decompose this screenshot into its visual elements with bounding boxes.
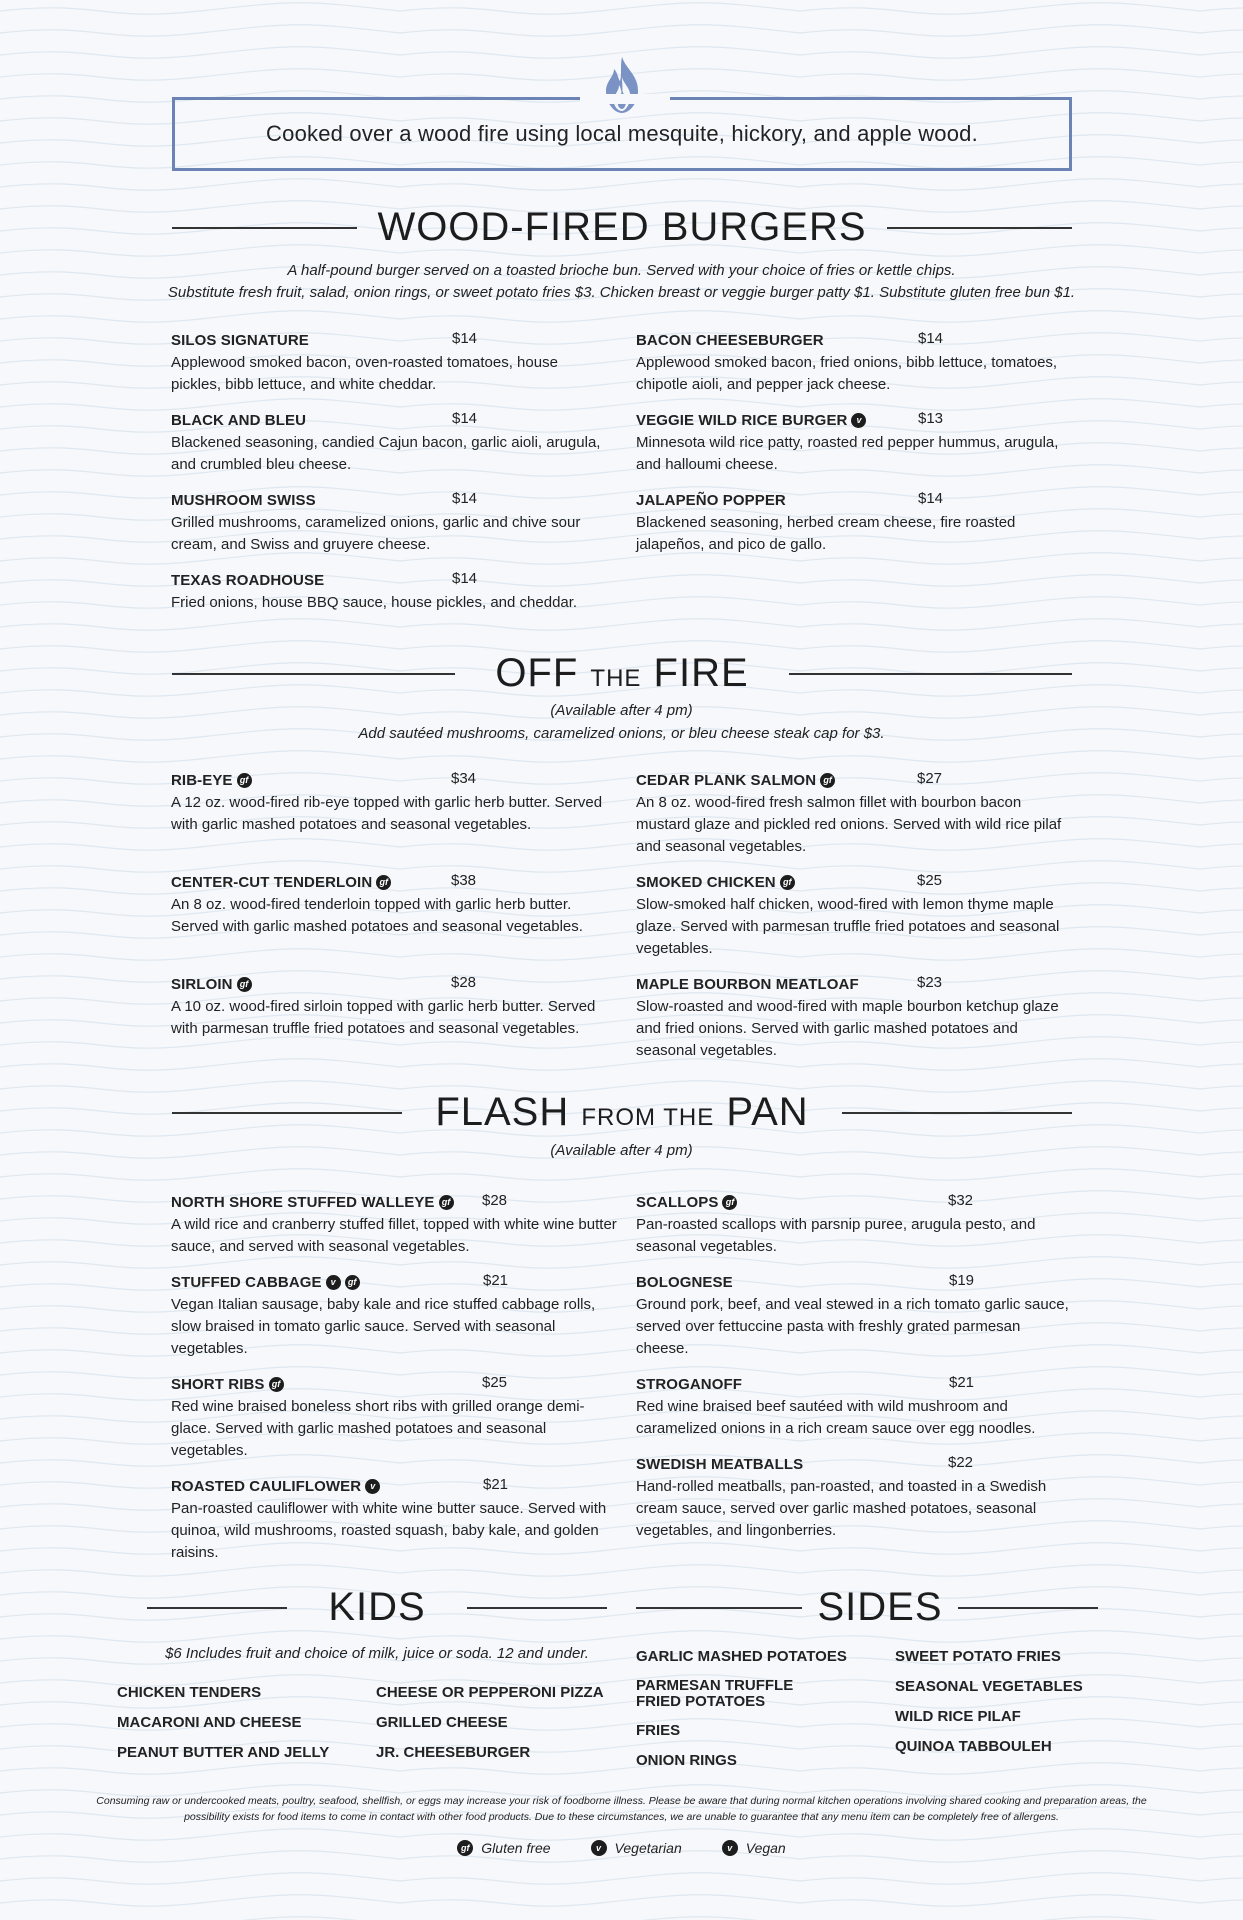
menu-item — [171, 1272, 621, 1360]
item-price: $14 — [918, 330, 944, 347]
gluten-free-icon: gf — [237, 773, 252, 788]
gluten-free-icon: gf — [780, 875, 795, 890]
item-description: Vegan Italian sausage, baby kale and rice stuffed cabbage rolls, slow braised in tomato garlic sauce. Served with seasonal vegetables. — [171, 1296, 596, 1357]
item-name: VEGGIE WILD RICE BURGER — [636, 411, 848, 429]
menu-item — [636, 1192, 1076, 1258]
header-rule-right — [887, 227, 1072, 229]
fire-title-b: THE — [590, 665, 642, 692]
sides-list-1 — [636, 1648, 866, 1770]
gluten-free-icon: gf — [345, 1275, 360, 1290]
item-description: Red wine braised boneless short ribs with grilled orange demi-glace. Served with garlic mashed potatoes and seasonal vegetables. — [171, 1398, 585, 1459]
item-name: JALAPEÑO POPPER — [636, 491, 786, 509]
item-description: Hand-rolled meatballs, pan-roasted, and toasted in a Swedish cream sauce, served over garlic mashed potatoes, seasonal vegetables, and lingonberries. — [636, 1478, 1047, 1539]
menu-item — [636, 410, 1076, 476]
item-price: $23 — [917, 974, 943, 991]
vegan-icon: v — [326, 1275, 341, 1290]
menu-item — [636, 974, 1076, 1062]
vegan-icon: v — [722, 1840, 738, 1856]
item-price: $19 — [949, 1272, 975, 1289]
kids-header — [147, 1585, 607, 1630]
item-name: STROGANOFF — [636, 1375, 742, 1393]
item-description: Applewood smoked bacon, fried onions, bibb lettuce, tomatoes, chipotle aioli, and pepper jack cheese. — [636, 354, 1058, 393]
header-rule-right — [789, 673, 1072, 675]
flash-title-a: FLASH — [435, 1090, 570, 1134]
item-price: $22 — [948, 1454, 974, 1471]
header-rule-left — [172, 227, 357, 229]
fire-title-c: FIRE — [653, 651, 749, 695]
list-item: CHICKEN TENDERS — [117, 1684, 262, 1701]
menu-item — [636, 770, 1076, 858]
fire-note-2: Add sautéed mushrooms, caramelized onions, or bleu cheese steak cap for $3. — [358, 725, 885, 742]
flash-note: (Available after 4 pm) — [550, 1142, 693, 1159]
item-name: SIRLOIN — [171, 975, 233, 993]
item-description: Grilled mushrooms, caramelized onions, garlic and chive sour cream, and Swiss and gruyere cheese. — [171, 514, 581, 553]
flash-title — [402, 1090, 842, 1135]
item-name: SWEDISH MEATBALLS — [636, 1455, 804, 1473]
item-name: CENTER-CUT TENDERLOIN — [171, 873, 373, 891]
list-item: PEANUT BUTTER AND JELLY — [117, 1744, 330, 1761]
fire-header — [172, 651, 1072, 696]
item-price: $21 — [949, 1374, 975, 1391]
fire-title-a: OFF — [495, 651, 579, 695]
allergen-disclaimer: Consuming raw or undercooked meats, poultry, seafood, shellfish, or eggs may increase your risk of foodborne illness. Please be aware that during normal kitchen operations involving shared cooking and preparation areas, the possibility exists for food items to come in contact with other food products. Due to these circumstances, we are unable to guarantee that any menu item can be completely free of allergens. — [96, 1795, 1147, 1823]
header-rule-left — [147, 1607, 287, 1609]
flash-title-b: FROM THE — [581, 1104, 715, 1131]
gluten-free-icon: gf — [237, 977, 252, 992]
legend-vegetarian — [591, 1840, 682, 1856]
header-rule-left — [172, 1112, 402, 1114]
list-item: SEASONAL VEGETABLES — [895, 1678, 1083, 1695]
item-name: STUFFED CABBAGE — [171, 1273, 322, 1291]
legend-label: Vegan — [745, 1840, 786, 1856]
list-item: MACARONI AND CHEESE — [117, 1714, 302, 1731]
item-price: $27 — [917, 770, 943, 787]
vegetarian-icon: v — [851, 413, 866, 428]
menu-item — [171, 974, 611, 1040]
item-price: $21 — [483, 1476, 509, 1493]
item-name: ROASTED CAULIFLOWER — [171, 1477, 362, 1495]
menu-item — [171, 570, 631, 614]
list-item: SWEET POTATO FRIES — [895, 1648, 1061, 1665]
list-item: GRILLED CHEESE — [376, 1714, 508, 1731]
item-description: A 10 oz. wood-fired sirloin topped with garlic herb butter. Served with parmesan truffle fried potatoes and seasonal vegetables. — [171, 998, 596, 1037]
item-description: Fried onions, house BBQ sauce, house pickles, and cheddar. — [171, 594, 578, 611]
item-description: Red wine braised beef sautéed with wild mushroom and caramelized onions in a rich cream sauce over egg noodles. — [636, 1398, 1036, 1437]
dietary-legend — [0, 1840, 1243, 1856]
burgers-note-2: Substitute fresh fruit, salad, onion rings, or sweet potato fries $3. Chicken breast or veggie burger patty $1. Substitute gluten free bun $1. — [167, 284, 1076, 301]
gluten-free-icon: gf — [820, 773, 835, 788]
header-rule-right — [842, 1112, 1072, 1114]
burgers-header — [172, 205, 1072, 250]
menu-item — [636, 1374, 1076, 1440]
legend-label: Vegetarian — [614, 1840, 682, 1856]
tagline: Cooked over a wood fire using local mesquite, hickory, and apple wood. — [266, 121, 978, 146]
item-price: $25 — [917, 872, 943, 889]
gluten-free-icon: gf — [457, 1840, 473, 1856]
item-description: Pan-roasted scallops with parsnip puree, arugula pesto, and seasonal vegetables. — [636, 1216, 1036, 1255]
header-rule-right — [467, 1607, 607, 1609]
list-item: FRIES — [636, 1722, 681, 1739]
item-description: Minnesota wild rice patty, roasted red pepper hummus, arugula, and halloumi cheese. — [636, 434, 1059, 473]
sides-title: SIDES — [817, 1585, 943, 1629]
item-price: $25 — [482, 1374, 508, 1391]
vegetarian-icon: v — [591, 1840, 607, 1856]
header-rule-left — [636, 1607, 802, 1609]
item-description: A 12 oz. wood-fired rib-eye topped with garlic herb butter. Served with garlic mashed potatoes and seasonal vegetables. — [171, 794, 603, 833]
flash-title-c: PAN — [726, 1090, 809, 1134]
item-price: $14 — [452, 490, 478, 507]
item-name: TEXAS ROADHOUSE — [171, 571, 325, 589]
fire-note-1: (Available after 4 pm) — [550, 702, 693, 719]
menu-item — [636, 1454, 1076, 1542]
item-price: $14 — [452, 410, 478, 427]
item-name: RIB-EYE — [171, 771, 233, 789]
item-price: $21 — [483, 1272, 509, 1289]
list-item: ONION RINGS — [636, 1752, 737, 1769]
item-price: $14 — [452, 330, 478, 347]
item-description: Blackened seasoning, candied Cajun bacon, garlic aioli, arugula, and crumbled bleu cheese. — [171, 434, 601, 473]
list-item: QUINOA TABBOULEH — [895, 1738, 1052, 1755]
item-name: BACON CHEESEBURGER — [636, 331, 824, 349]
item-price: $14 — [918, 490, 944, 507]
menu-item — [171, 1476, 611, 1564]
item-price: $13 — [918, 410, 944, 427]
item-price: $32 — [948, 1192, 974, 1209]
legend-gluten-free — [457, 1840, 550, 1856]
sides-list-2 — [895, 1648, 1083, 1756]
item-name: MUSHROOM SWISS — [171, 491, 316, 509]
item-description: Blackened seasoning, herbed cream cheese, fire roasted jalapeños, and pico de gallo. — [636, 514, 1016, 553]
legend-vegan — [722, 1840, 786, 1856]
fire-title — [455, 651, 789, 696]
tagline-gap — [580, 94, 670, 104]
list-item: PARMESAN TRUFFLE FRIED POTATOES — [636, 1677, 794, 1710]
item-description: Slow-roasted and wood-fired with maple bourbon ketchup glaze and fried onions. Served with garlic mashed potatoes and seasonal vegetables. — [636, 998, 1059, 1059]
kids-list-1 — [117, 1684, 329, 1762]
kids-list-2 — [376, 1684, 604, 1762]
list-item: CHEESE OR PEPPERONI PIZZA — [376, 1684, 604, 1701]
menu-item — [171, 770, 611, 836]
item-price: $34 — [451, 770, 477, 787]
gluten-free-icon: gf — [269, 1377, 284, 1392]
item-name: SHORT RIBS — [171, 1375, 265, 1393]
menu-item — [171, 330, 611, 396]
list-item: JR. CHEESEBURGER — [376, 1744, 531, 1761]
menu-item — [171, 1192, 621, 1258]
menu-item — [636, 1272, 1076, 1360]
item-name: MAPLE BOURBON MEATLOAF — [636, 975, 859, 993]
item-name: CEDAR PLANK SALMON — [636, 771, 817, 789]
item-description: Pan-roasted cauliflower with white wine butter sauce. Served with quinoa, wild mushrooms, roasted squash, baby kale, and golden raisins. — [171, 1500, 607, 1561]
item-description: Slow-smoked half chicken, wood-fired with lemon thyme maple glaze. Served with parmesan truffle fried potatoes and seasonal vegetables. — [636, 896, 1060, 957]
menu-item — [171, 410, 611, 476]
item-name: SCALLOPS — [636, 1193, 719, 1211]
item-name: SILOS SIGNATURE — [171, 331, 309, 349]
item-price: $38 — [451, 872, 477, 889]
item-description: A wild rice and cranberry stuffed fillet, topped with white wine butter sauce, and served with seasonal vegetables. — [171, 1216, 617, 1255]
kids-title: KIDS — [328, 1585, 426, 1629]
gluten-free-icon: gf — [376, 875, 391, 890]
item-description: An 8 oz. wood-fired fresh salmon fillet with bourbon bacon mustard glaze and pickled red onions. Served with wild rice pilaf and seasonal vegetables. — [636, 794, 1062, 855]
item-name: BLACK AND BLEU — [171, 411, 307, 429]
burgers-note-1: A half-pound burger served on a toasted brioche bun. Served with your choice of fries or kettle chips. — [287, 262, 956, 279]
item-name: SMOKED CHICKEN — [636, 873, 776, 891]
list-item: GARLIC MASHED POTATOES — [636, 1648, 847, 1665]
sides-header — [636, 1585, 1098, 1630]
list-item: WILD RICE PILAF — [895, 1708, 1021, 1725]
item-name: NORTH SHORE STUFFED WALLEYE — [171, 1193, 435, 1211]
gluten-free-icon: gf — [439, 1195, 454, 1210]
gluten-free-icon: gf — [722, 1195, 737, 1210]
item-name: BOLOGNESE — [636, 1273, 733, 1291]
item-description: Applewood smoked bacon, oven-roasted tomatoes, house pickles, bibb lettuce, and white cheddar. — [171, 354, 558, 393]
vegetarian-icon: v — [365, 1479, 380, 1494]
menu-item — [636, 490, 1076, 556]
tagline-box — [172, 97, 1072, 171]
burgers-title: WOOD-FIRED BURGERS — [377, 205, 867, 249]
item-price: $14 — [452, 570, 478, 587]
header-rule-right — [958, 1607, 1098, 1609]
header-rule-left — [172, 673, 455, 675]
menu-item — [171, 1374, 611, 1462]
item-price: $28 — [482, 1192, 508, 1209]
item-description: Ground pork, beef, and veal stewed in a rich tomato garlic sauce, served over fettuccine pasta with freshly grated parmesan cheese. — [636, 1296, 1069, 1357]
legend-label: Gluten free — [481, 1840, 551, 1856]
menu-item — [636, 330, 1076, 396]
flash-header — [172, 1090, 1072, 1135]
item-description: An 8 oz. wood-fired tenderloin topped with garlic herb butter. Served with garlic mashed potatoes and seasonal vegetables. — [171, 896, 583, 935]
menu-item — [636, 872, 1076, 960]
menu-item — [171, 872, 611, 938]
item-price: $28 — [451, 974, 477, 991]
kids-note: $6 Includes fruit and choice of milk, juice or soda. 12 and under. — [165, 1645, 589, 1662]
menu-item — [171, 490, 611, 556]
